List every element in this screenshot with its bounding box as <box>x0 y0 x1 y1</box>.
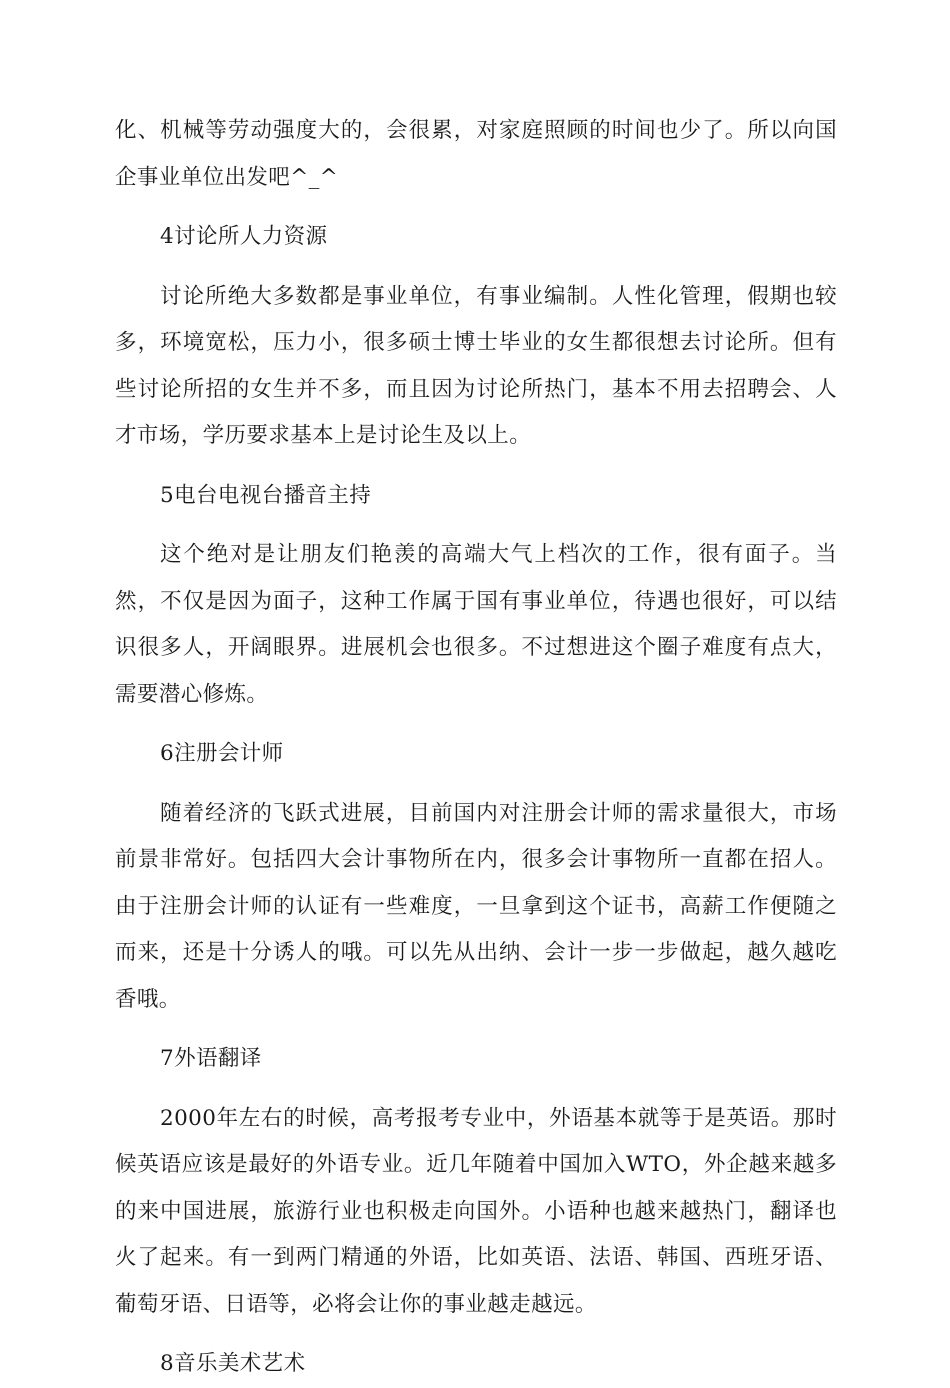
section-heading-4: 4讨论所人力资源 <box>160 224 328 249</box>
continuation-paragraph: 化、机械等劳动强度大的，会很累，对家庭照顾的时间也少了。所以向国企事业单位出发吧^_^ <box>115 118 837 190</box>
section-body-5: 这个绝对是让朋友们艳羡的高端大气上档次的工作，很有面子。当然，不仅是因为面子，这种工作属于国有事业单位，待遇也很好，可以结识很多人，开阔眼界。进展机会也很多。不过想进这个圈子难度有点大，需要潜心修炼。 <box>115 542 837 707</box>
section-body-6: 随着经济的飞跃式进展，目前国内对注册会计师的需求量很大，市场前景非常好。包括四大会计事物所在内，很多会计事物所一直都在招人。由于注册会计师的认证有一些难度，一旦拿到这个证书，高薪工作便随之而来，还是十分诱人的哦。可以先从出纳、会计一步一步做起，越久越吃香哦。 <box>115 800 837 1012</box>
section-heading-8: 8音乐美术艺术 <box>160 1351 306 1376</box>
section-heading-7: 7外语翻译 <box>160 1046 262 1071</box>
section-heading-6: 6注册会计师 <box>160 741 284 766</box>
section-body-7: 2000年左右的时候，高考报考专业中，外语基本就等于是英语。那时候英语应该是最好的外语专业。近几年随着中国加入WTO，外企越来越多的来中国进展，旅游行业也积极走向国外。小语种也越来越热门，翻译也火了起来。有一到两门精通的外语，比如英语、法语、韩国、西班牙语、葡萄牙语、日语等，必将会让你的事业越走越远。 <box>115 1105 837 1317</box>
document-page <box>115 108 837 1388</box>
section-body-4: 讨论所绝大多数都是事业单位，有事业编制。人性化管理，假期也较多，环境宽松，压力小，很多硕士博士毕业的女生都很想去讨论所。但有些讨论所招的女生并不多，而且因为讨论所热门，基本不用去招聘会、人才市场，学历要求基本上是讨论生及以上。 <box>115 283 837 448</box>
section-heading-5: 5电台电视台播音主持 <box>160 482 372 508</box>
